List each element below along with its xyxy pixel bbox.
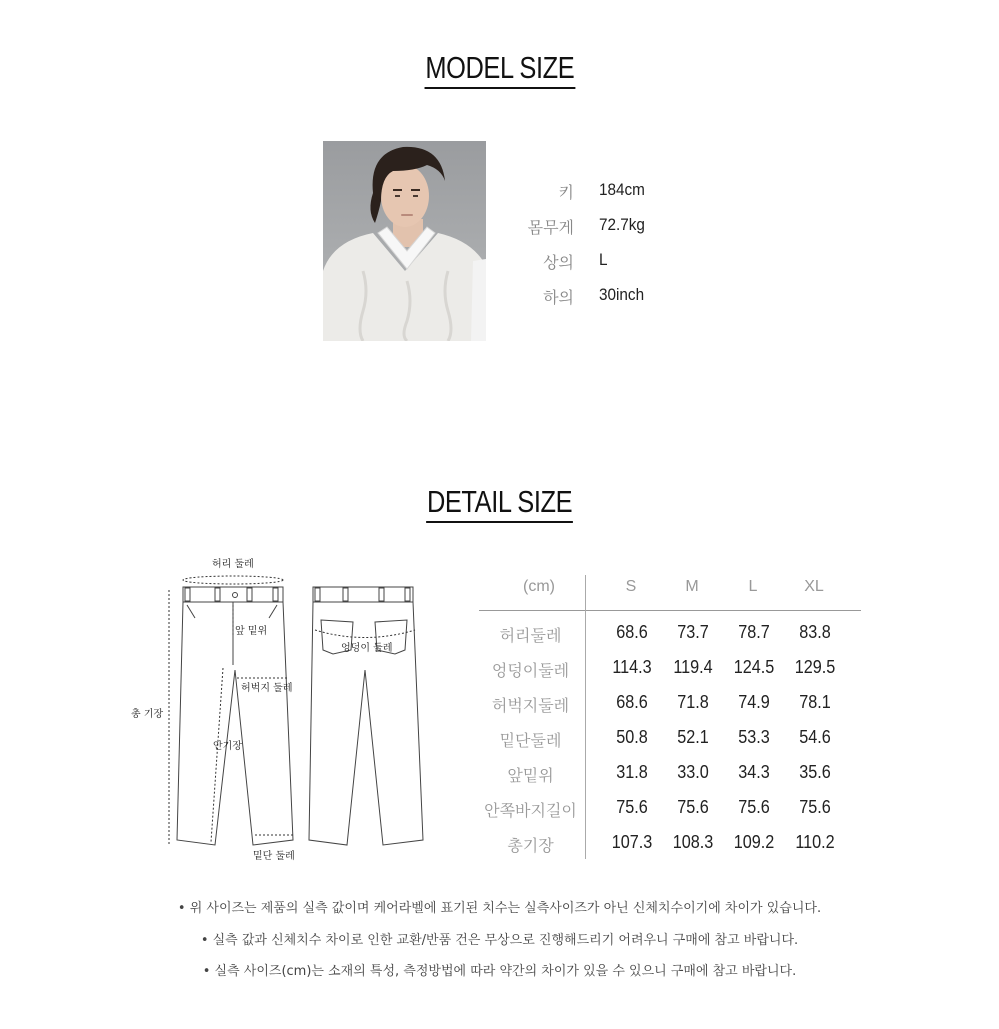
row-label-hip: 엉덩이둘레 [491,661,570,680]
table-cell: 54.6 [799,727,831,747]
table-cell: 129.5 [794,657,836,677]
table-cell: 108.3 [672,832,714,852]
model-height-value: 184cm [599,180,645,199]
model-bottom-label: 하의 [543,288,574,307]
row-label-inseam: 안쪽바지길이 [484,801,577,820]
table-cell: 75.6 [738,797,770,817]
table-cell: 78.1 [799,692,831,712]
note-item: • 실측 사이즈(cm)는 소재의 특성, 측정방법에 따라 약간의 차이가 있을 수 있으니 구매에 참고 바랍니다. [202,964,797,979]
table-cell: 35.6 [799,762,831,782]
model-weight-value: 72.7kg [599,215,645,234]
table-header-divider [479,610,861,611]
row-label-thigh: 허벅지둘레 [491,696,570,715]
model-weight-row [505,215,705,245]
table-cell: 73.7 [677,622,709,642]
table-cell: 52.1 [677,727,709,747]
table-cell: 109.2 [733,832,775,852]
size-header-xl: XL [804,578,824,595]
note-item: • 실측 값과 신체치수 차이로 인한 교환/반품 건은 무상으로 진행해드리기 어려우니 구매에 참고 바랍니다. [200,933,799,948]
table-cell: 50.8 [616,727,648,747]
unit-header: (cm) [523,578,555,595]
model-height-row [505,180,705,210]
model-top-label: 상의 [543,253,574,272]
diagram-label-waist: 허리 둘레 [212,559,254,570]
table-cell: 33.0 [677,762,709,782]
model-size-title: MODEL SIZE [0,50,999,89]
table-cell: 74.9 [738,692,770,712]
model-bottom-row [505,285,705,315]
table-cell: 119.4 [673,657,713,677]
model-top-value: L [599,250,608,269]
table-cell: 75.6 [799,797,831,817]
table-cell: 71.8 [677,692,709,712]
table-cell: 68.6 [616,692,648,712]
table-cell: 68.6 [616,622,648,642]
diagram-label-thigh: 허벅지 둘레 [241,683,293,694]
row-label-front-rise: 앞밑위 [507,766,554,785]
table-cell: 110.2 [795,832,835,852]
table-cell: 107.3 [611,832,653,852]
row-label-total-length: 총기장 [507,836,554,855]
table-cell: 75.6 [677,797,709,817]
diagram-label-total-length: 총 기장 [131,709,164,720]
size-header-s: S [625,578,637,595]
table-cell: 75.6 [616,797,648,817]
table-cell: 31.8 [616,762,648,782]
model-height-label: 키 [558,183,574,202]
row-label-hem: 밑단둘레 [499,731,562,750]
table-cell: 53.3 [738,727,770,747]
diagram-label-hem: 밑단 둘레 [253,851,295,862]
model-top-row [505,250,705,280]
table-cell: 34.3 [738,762,770,782]
diagram-label-hip: 엉덩이 둘레 [341,643,393,654]
table-cell: 114.3 [612,657,652,677]
diagram-label-front-rise: 앞 밑위 [235,626,268,637]
note-item: • 위 사이즈는 제품의 실측 값이며 케어라벨에 표기된 치수는 실측사이즈가 아닌 신체치수이기에 차이가 있습니다. [177,901,822,916]
size-header-m: M [685,578,699,595]
table-cell: 83.8 [799,622,831,642]
pants-diagram [125,550,445,870]
model-bottom-value: 30inch [599,285,645,304]
size-header-l: L [748,578,758,595]
row-label-waist: 허리둘레 [499,626,562,645]
detail-size-title: DETAIL SIZE [0,484,999,523]
model-weight-label: 몸무게 [527,218,574,237]
diagram-label-inseam: 안기장 [213,741,242,752]
table-column-divider [585,575,586,859]
table-cell: 124.5 [733,657,775,677]
table-cell: 78.7 [738,622,770,642]
model-photo [323,141,486,341]
